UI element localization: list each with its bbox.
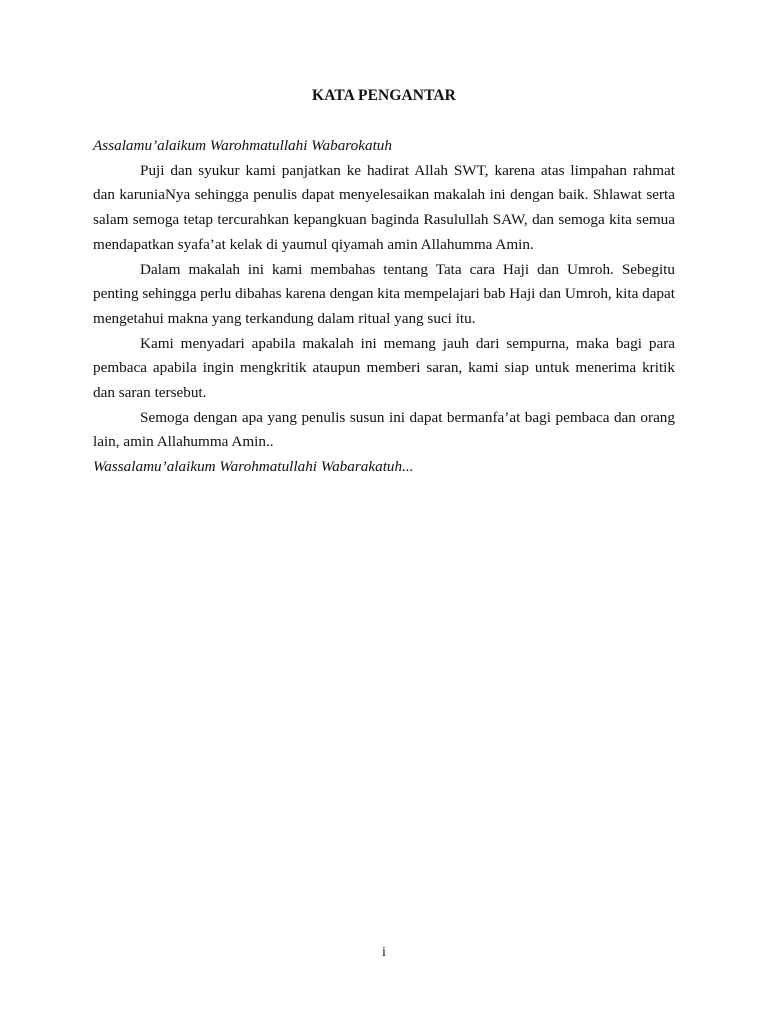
opening-greeting: Assalamu’alaikum Warohmatullahi Wabarokatuh xyxy=(93,137,392,154)
paragraph-4: Semoga dengan apa yang penulis susun ini dapat bermanfa’at bagi pembaca dan orang lain, amin Allahumma Amin.. xyxy=(93,408,675,451)
paragraph-1: Puji dan syukur kami panjatkan ke hadirat Allah SWT, karena atas limpahan rahmat dan karuniaNya sehingga penulis dapat menyelesaikan makalah ini dengan baik. Shlawat serta salam semoga tetap tercurahkan kepangkuan baginda Rasulullah SAW, dan semoga kita semua mendapatkan syafa’at kelak di yaumul qiyamah amin Allahumma Amin. xyxy=(93,161,675,253)
page-number: i xyxy=(382,945,386,960)
closing-greeting: Wassalamu’alaikum Warohmatullahi Wabarakatuh... xyxy=(93,458,414,476)
paragraph-2: Dalam makalah ini kami membahas tentang Tata cara Haji dan Umroh. Sebegitu penting sehingga perlu dibahas karena dengan kita mempelajari bab Haji dan Umroh, kita dapat mengetahui makna yang terkandung dalam ritual yang suci itu. xyxy=(93,260,675,327)
paragraph-3: Kami menyadari apabila makalah ini memang jauh dari sempurna, maka bagi para pembaca apabila ingin mengkritik ataupun memberi saran, kami siap untuk menerima kritik dan saran tersebut. xyxy=(93,334,675,402)
document-title: KATA PENGANTAR xyxy=(312,87,456,104)
document-body xyxy=(93,134,675,480)
